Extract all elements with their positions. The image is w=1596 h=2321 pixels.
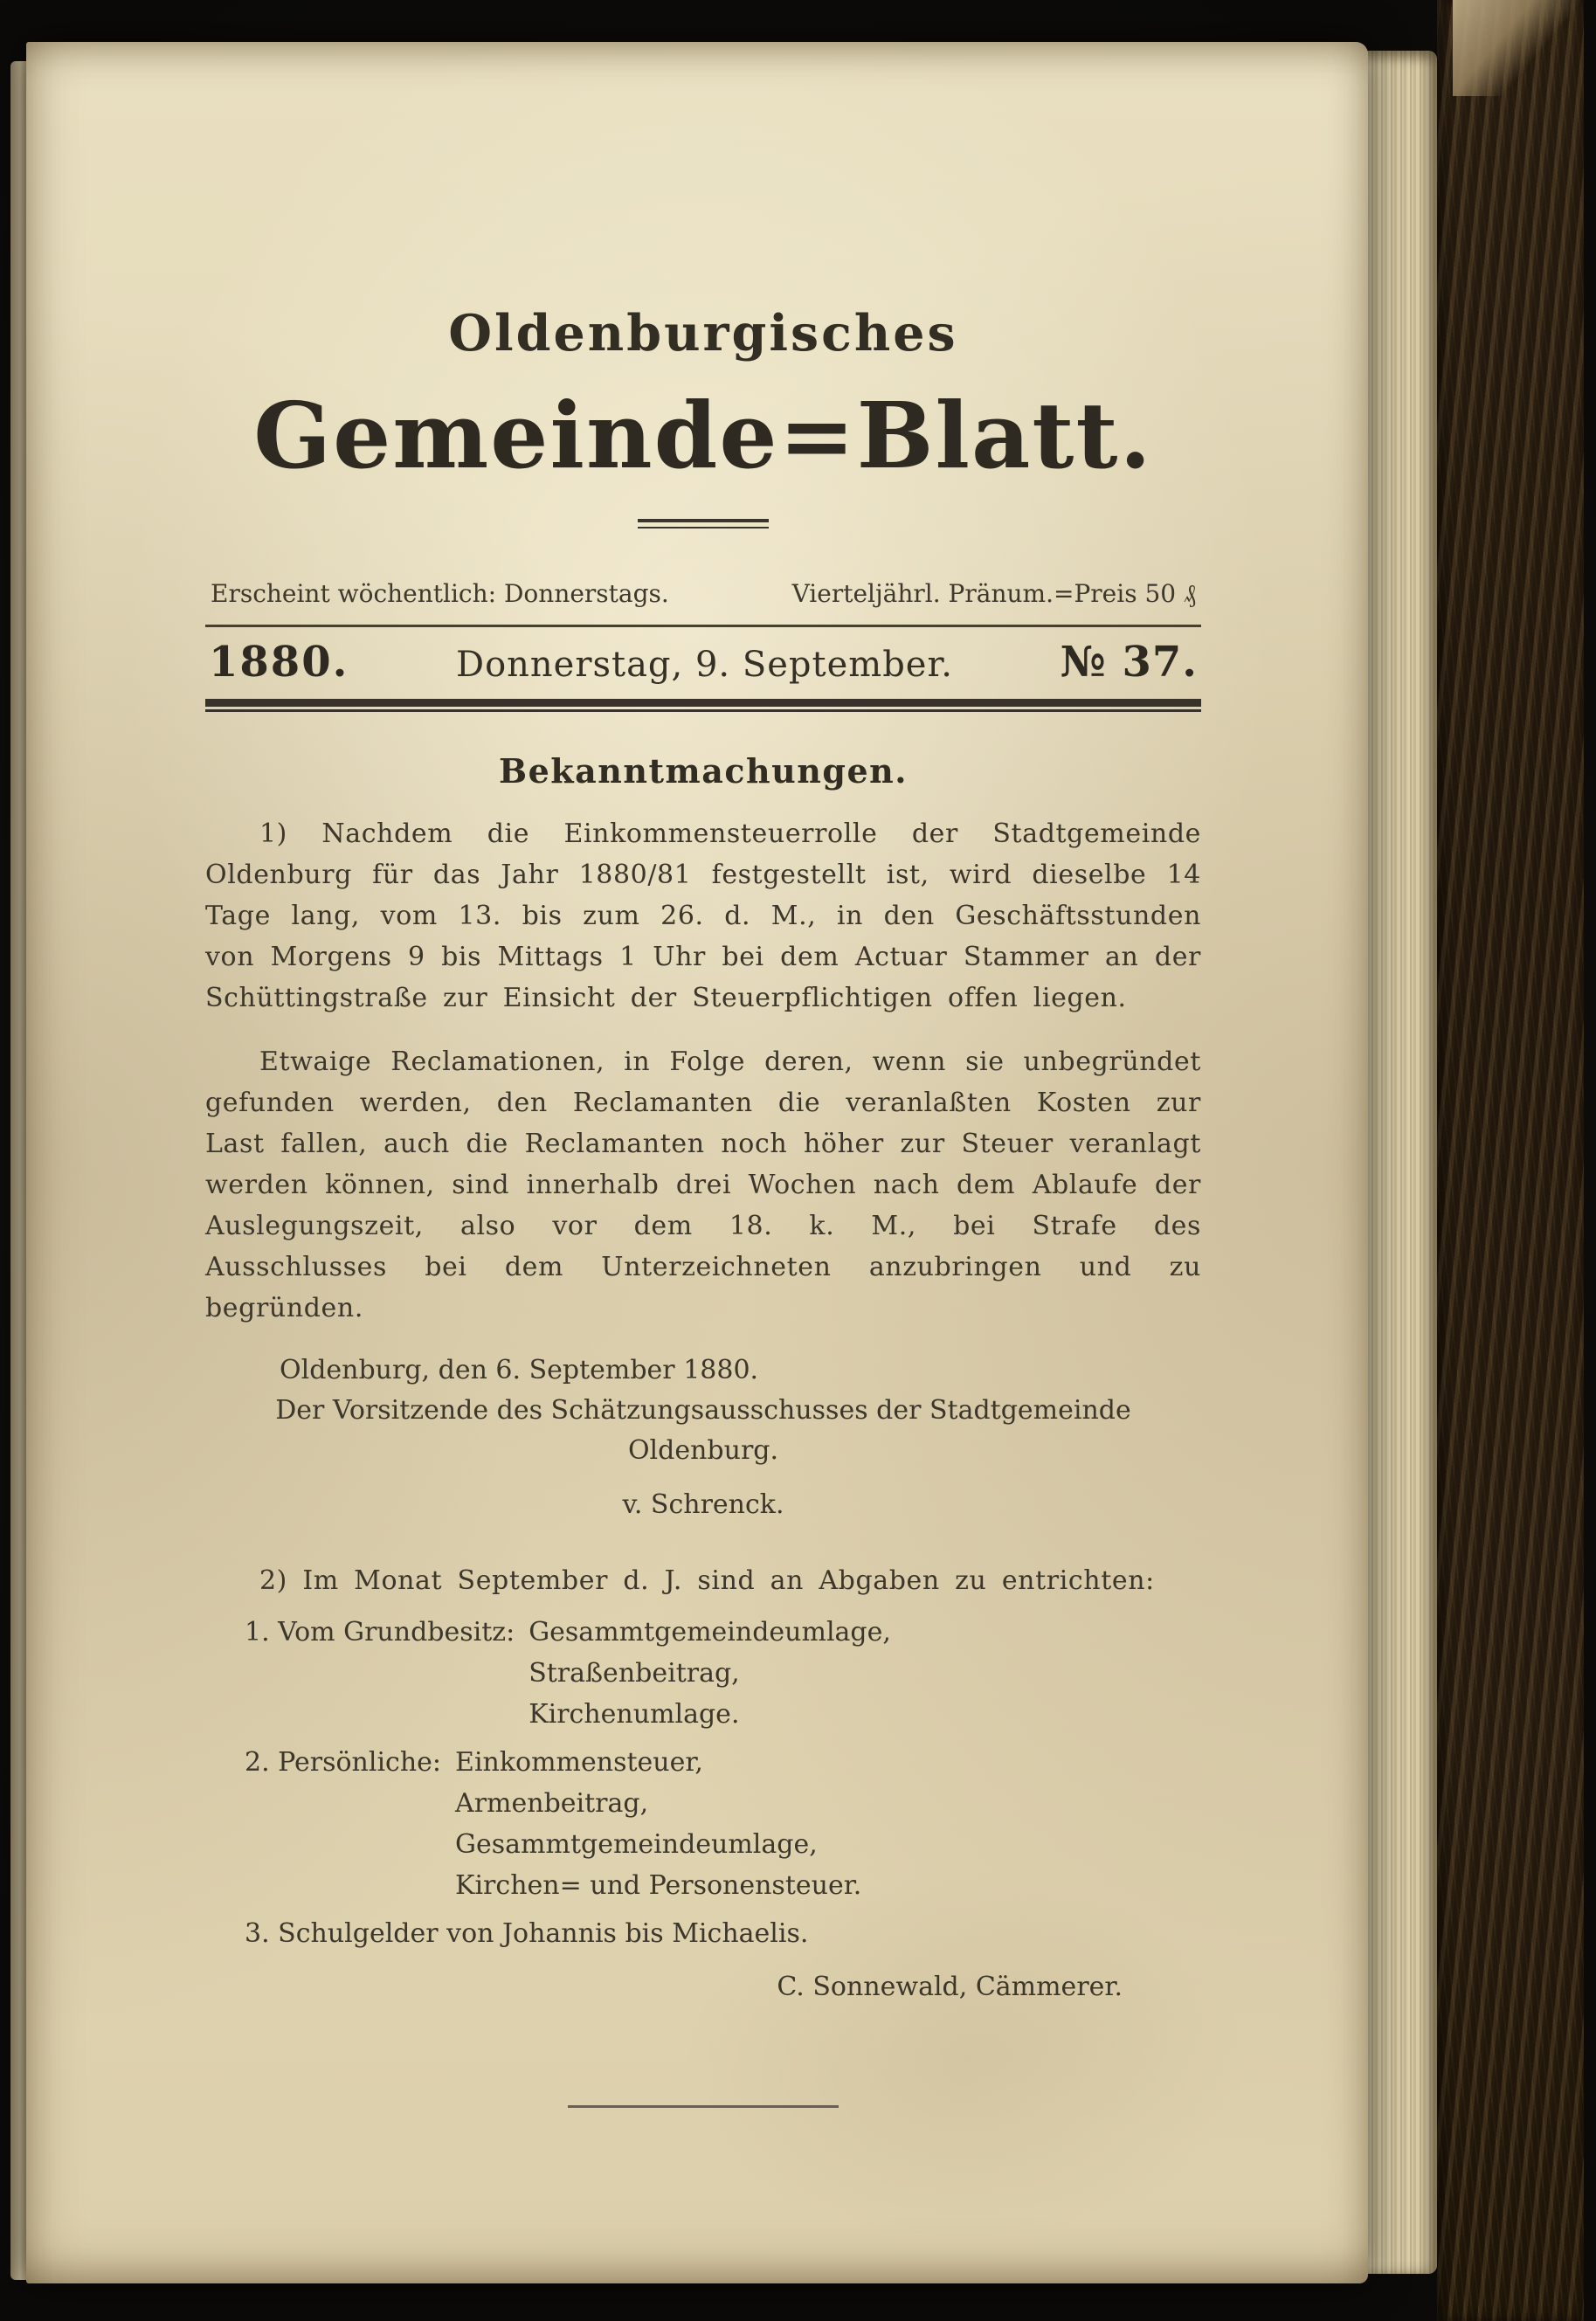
- list-item-values: [455, 1742, 861, 1906]
- list-sub-item: Kirchen= und Personensteuer.: [455, 1870, 862, 1901]
- masthead-pretitle: Oldenburgisches: [448, 304, 958, 363]
- issue-info-line: [205, 579, 1201, 609]
- publication-schedule: Erscheint wöchentlich: Donnerstags.: [211, 579, 669, 608]
- list-sub-item: Kirchenumlage.: [529, 1699, 740, 1730]
- book-page-edges: [1360, 51, 1437, 2274]
- list-item-schulgelder: [205, 1913, 1201, 1954]
- announcement-paragraph-2: Etwaige Reclamationen, in Folge deren, wenn sie unbegründet gefunden werden, den Reclamanten die veranlaßten Kosten zur Last fallen, auch die Reclamanten noch höher zur Steuer veranlagt werden können, sind innerhalb drei Wochen nach dem Ablaufe der Auslegungszeit, also vor dem 18. k. M., bei Strafe des Ausschlusses bei dem Unterzeichneten anzubringen und zu begründen.: [205, 1047, 1201, 1323]
- list-sub-item: Straßenbeitrag,: [529, 1658, 740, 1689]
- section-heading: Bekanntmachungen.: [498, 751, 908, 791]
- list-sub-item: Gesammtgemeindeumlage,: [455, 1829, 818, 1860]
- issue-year: 1880.: [209, 638, 349, 687]
- heavy-divider-rule: [205, 699, 1201, 713]
- signature-name: v. Schrenck.: [622, 1489, 784, 1520]
- subscription-price: Vierteljährl. Pränum.=Preis 50 ₰: [791, 579, 1196, 608]
- thin-divider-rule: [205, 625, 1201, 627]
- list-sub-item: Armenbeitrag,: [455, 1788, 649, 1819]
- list-item-grundbesitz: [205, 1612, 1201, 1735]
- list-item-persoenliche: [205, 1742, 1201, 1906]
- underlying-page-edge: [10, 61, 26, 2280]
- list-item-label: 2. Persönliche:: [245, 1747, 442, 1778]
- signature-place: Oldenburg.: [627, 1435, 779, 1466]
- masthead-title: Gemeinde=Blatt.: [253, 382, 1153, 489]
- text-column: [205, 42, 1201, 2108]
- announcement-paragraph-3: 2) Im Monat September d. J. sind an Abgaben zu entrichten:: [259, 1565, 1155, 1596]
- tax-list: [205, 1612, 1201, 1954]
- list-item-label: 3. Schulgelder von Johannis bis Michaelis.: [245, 1918, 809, 1949]
- worn-cover-corner: [1453, 0, 1584, 96]
- issue-date-row: [205, 638, 1201, 687]
- list-sub-item: Einkommensteuer,: [455, 1747, 703, 1778]
- end-rule: [568, 2105, 839, 2108]
- list-sub-item: Gesammtgemeindeumlage,: [529, 1617, 891, 1647]
- issue-date: Donnerstag, 9. September.: [456, 645, 953, 685]
- treasurer-signature: C. Sonnewald, Cämmerer.: [777, 1972, 1123, 2002]
- issue-number: № 37.: [1060, 638, 1198, 687]
- dateline: Oldenburg, den 6. September 1880.: [280, 1355, 759, 1385]
- masthead-divider-rule: [638, 519, 769, 528]
- list-item-values: [529, 1612, 891, 1735]
- book-cover-edge: [1437, 0, 1584, 2321]
- list-item-label: 1. Vom Grundbesitz:: [245, 1617, 515, 1647]
- signature-role: Der Vorsitzende des Schätzungsausschusses der Stadtgemeinde: [275, 1395, 1131, 1426]
- announcement-paragraph-1: 1) Nachdem die Einkommensteuerrolle der Stadtgemeinde Oldenburg für das Jahr 1880/81 festgestellt ist, wird dieselbe 14 Tage lang, vom 13. bis zum 26. d. M., in den Geschäftsstunden von Morgens 9 bis Mittags 1 Uhr bei dem Actuar Stammer an der Schüttingstraße zur Einsicht der Steuerpflichtigen offen liegen.: [205, 819, 1201, 1013]
- newspaper-page: [26, 42, 1368, 2283]
